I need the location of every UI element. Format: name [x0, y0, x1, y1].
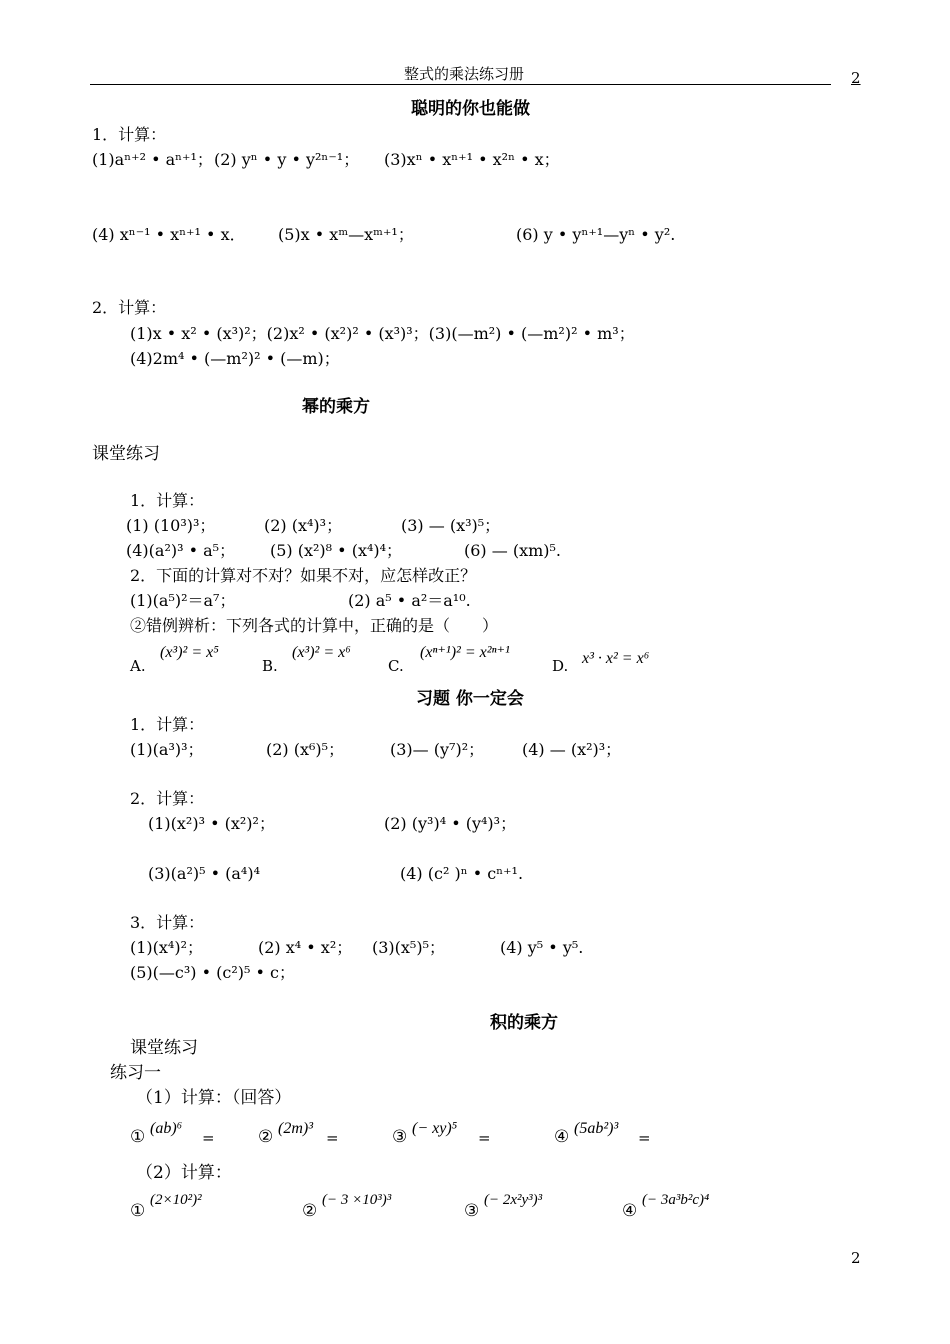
expr: (1)(x⁴)²； — [130, 938, 204, 957]
expr: (5) (x²)⁸ • (x⁴)⁴； — [270, 541, 403, 560]
question-label: ②错例辨析：下列各式的计算中，正确的是（ ） — [130, 616, 499, 635]
expr: (2) a⁵ • a²＝a¹⁰. — [348, 591, 471, 610]
option-expr-d: x³ · x² = x⁶ — [582, 650, 650, 667]
option-expr-b: (x³)² = x⁶ — [292, 644, 351, 661]
expr: (3)(x⁵)⁵； — [372, 938, 446, 957]
expr: (1)aⁿ⁺² • aⁿ⁺¹； — [92, 150, 213, 169]
circle-number: ④ — [554, 1127, 570, 1147]
option-label-b: B. — [262, 657, 278, 675]
question-label: 2．计算： — [92, 298, 167, 317]
circle-number: ④ — [622, 1201, 638, 1221]
section-title-product-power: 积的乘方 — [490, 1013, 558, 1033]
section-title-exercises: 习题 你一定会 — [416, 689, 524, 709]
header-rule — [90, 84, 831, 85]
math-expr: (5ab²)³ — [574, 1120, 619, 1137]
circle-number: ② — [302, 1201, 318, 1221]
option-label-a: A. — [130, 657, 146, 675]
expr: (2) (x⁴)³； — [264, 516, 343, 535]
expr: (4)(a²)³ • a⁵； — [126, 541, 236, 560]
expr: (5)x • xᵐ—xᵐ⁺¹； — [278, 225, 414, 244]
footer-page-number: 2 — [851, 1249, 861, 1267]
class-practice-label: 课堂练习 — [92, 444, 160, 464]
circle-number: ① — [130, 1127, 146, 1147]
section-title-power: 幂的乘方 — [302, 397, 370, 417]
math-expr: (− xy)⁵ — [412, 1120, 458, 1137]
expr: (1)(x²)³ • (x²)²； — [148, 814, 275, 833]
expr: (1)(a⁵)²＝a⁷； — [130, 591, 236, 610]
exercise-label: 练习一 — [110, 1063, 161, 1083]
section-title-smart: 聪明的你也能做 — [411, 99, 530, 119]
expr: (4) — (x²)³； — [522, 740, 622, 759]
expr: (3) — (x³)⁵； — [401, 516, 501, 535]
math-expr: (− 3a³b²c)⁴ — [642, 1192, 710, 1208]
circle-number: ③ — [392, 1127, 408, 1147]
expr: (4) y⁵ • y⁵. — [500, 938, 584, 957]
equals-sign: = — [638, 1129, 651, 1147]
expr-line: (5)(—c³) • (c²)⁵ • c； — [130, 963, 295, 982]
header-title: 整式的乘法练习册 — [404, 65, 525, 83]
equals-sign: = — [478, 1129, 491, 1147]
expr-line: (4)2m⁴ • (—m²)² • (—m)； — [130, 349, 340, 368]
question-label: 2．计算： — [130, 789, 205, 808]
circle-number: ① — [130, 1201, 146, 1221]
expr: (1) (10³)³； — [126, 516, 216, 535]
math-expr: (2m)³ — [278, 1120, 314, 1137]
math-expr: (ab)⁶ — [150, 1120, 183, 1137]
expr: (3)xⁿ • xⁿ⁺¹ • x²ⁿ • x； — [384, 150, 560, 169]
expr: (1)(a³)³； — [130, 740, 204, 759]
option-expr-c: (xⁿ⁺¹)² = x²ⁿ⁺¹ — [420, 644, 510, 661]
expr: (3)(a²)⁵ • (a⁴)⁴ — [148, 864, 260, 883]
class-practice-label: 课堂练习 — [130, 1038, 198, 1058]
expr-line: (1)x • x² • (x³)²；(2)x² • (x²)² • (x³)³；(3)(—m²) • (—m²)² • m³； — [130, 324, 635, 343]
option-label-c: C. — [388, 657, 404, 675]
equals-sign: = — [202, 1129, 215, 1147]
math-expr: (− 2x²y³)³ — [484, 1192, 543, 1208]
question-label: 2．下面的计算对不对？如果不对，应怎样改正？ — [130, 566, 477, 585]
circle-number: ② — [258, 1127, 274, 1147]
question-label: 3．计算： — [130, 913, 205, 932]
math-expr: (− 3 ×10³)³ — [322, 1192, 392, 1208]
expr: (6) y • yⁿ⁺¹—yⁿ • y². — [516, 225, 676, 244]
expr: (2) yⁿ • y • y²ⁿ⁻¹； — [214, 150, 360, 169]
part-label: （2）计算： — [136, 1163, 232, 1183]
equals-sign: = — [326, 1129, 339, 1147]
question-label: 1．计算： — [130, 491, 205, 510]
expr: (2) (x⁶)⁵； — [266, 740, 345, 759]
part-label: （1）计算：（回答） — [136, 1088, 292, 1108]
option-label-d: D. — [552, 657, 569, 675]
question-label: 1．计算： — [92, 125, 167, 144]
expr: (2) (y³)⁴ • (y⁴)³； — [384, 814, 517, 833]
expr: (4) xⁿ⁻¹ • xⁿ⁺¹ • x． — [92, 225, 246, 244]
expr: (6) — (xm)⁵. — [464, 541, 562, 560]
option-expr-a: (x³)² = x⁵ — [160, 644, 219, 661]
expr: (3)— (y⁷)²； — [390, 740, 485, 759]
math-expr: (2×10²)² — [150, 1192, 202, 1208]
circle-number: ③ — [464, 1201, 480, 1221]
expr: (2) x⁴ • x²； — [258, 938, 353, 957]
expr: (4) (c² )ⁿ • cⁿ⁺¹. — [400, 864, 524, 883]
header-page-number: 2 — [851, 69, 861, 87]
question-label: 1．计算： — [130, 715, 205, 734]
